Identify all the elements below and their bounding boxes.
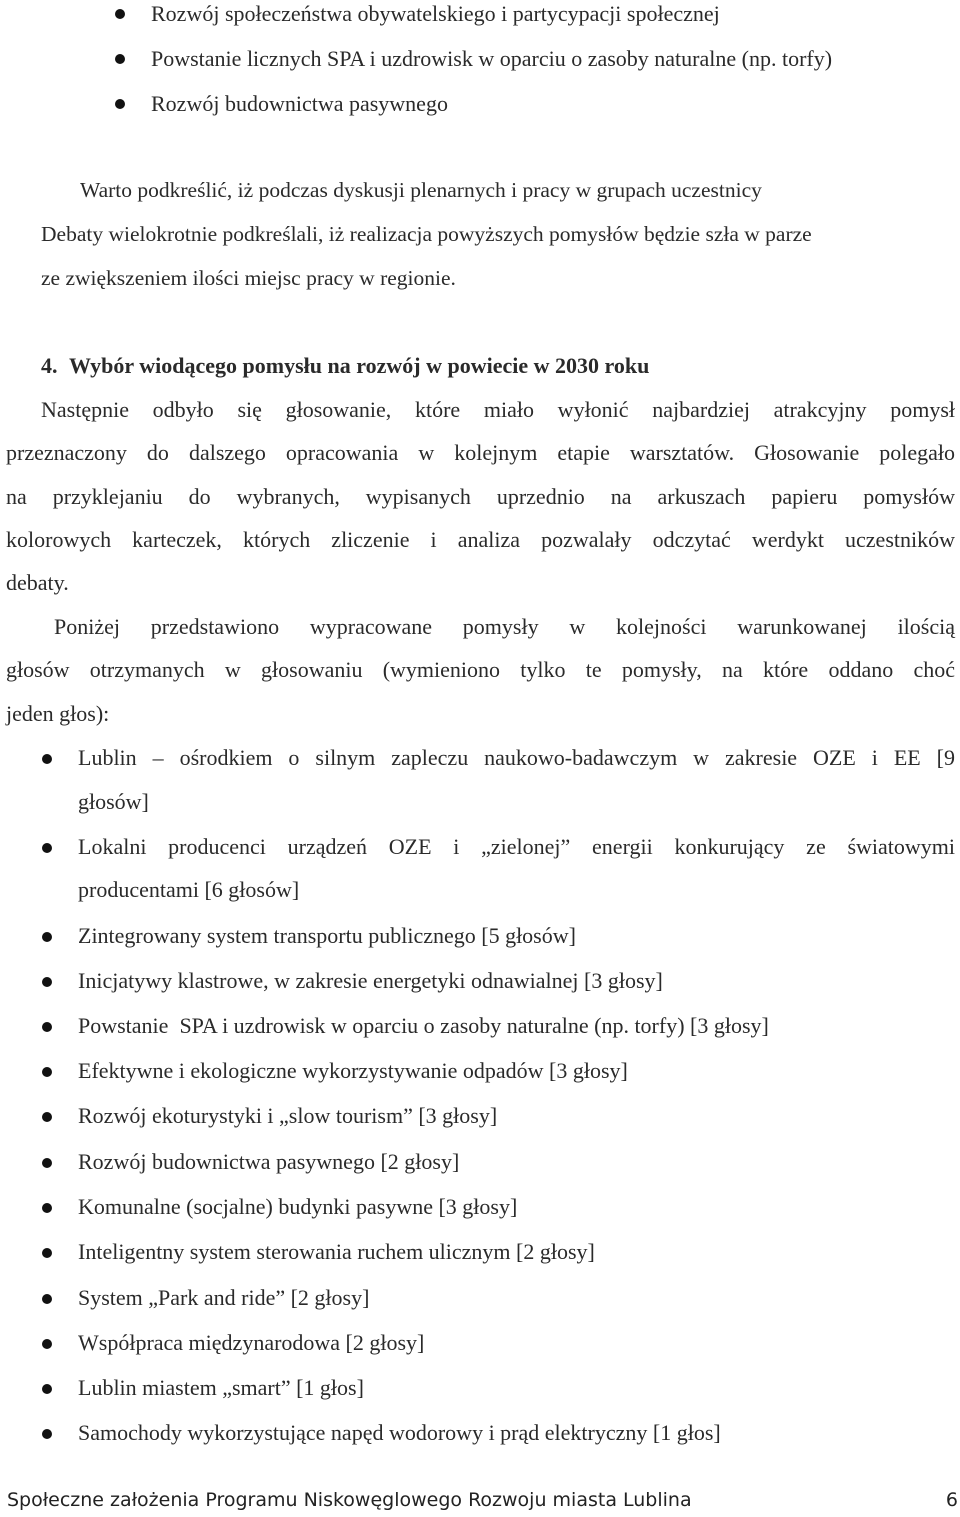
list-item: Rozwój budownictwa pasywnego: [151, 91, 448, 116]
bullet-icon: [42, 843, 52, 853]
bullet-icon: [42, 1203, 52, 1213]
bullet-icon: [115, 54, 125, 64]
list-item: Inteligentny system sterowania ruchem ulicznym [2 głosy]: [78, 1239, 595, 1264]
list-item: Komunalne (socjalne) budynki pasywne [3 głosy]: [78, 1194, 518, 1219]
bullet-icon: [42, 1067, 52, 1077]
paragraph-line: głosów otrzymanych w głosowaniu (wymieniono tylko te pomysły, na które oddano choć: [6, 657, 955, 682]
list-item: Rozwój społeczeństwa obywatelskiego i partycypacji społecznej: [151, 1, 720, 26]
section-number: 4.: [41, 353, 58, 378]
list-item: Lublin – ośrodkiem o silnym zapleczu naukowo-badawczym w zakresie OZE i EE [9: [78, 745, 955, 770]
paragraph-line: Następnie odbyło się głosowanie, które miało wyłonić najbardziej atrakcyjny pomysł: [41, 397, 955, 422]
bullet-icon: [42, 1384, 52, 1394]
bullet-icon: [42, 1112, 52, 1122]
list-item: Zintegrowany system transportu publicznego [5 głosów]: [78, 923, 576, 948]
list-item: Samochody wykorzystujące napęd wodorowy i prąd elektryczny [1 głos]: [78, 1420, 721, 1445]
list-item-continuation: producentami [6 głosów]: [78, 877, 300, 902]
bullet-icon: [42, 754, 52, 764]
list-item: Rozwój budownictwa pasywnego [2 głosy]: [78, 1149, 460, 1174]
paragraph-line: Debaty wielokrotnie podkreślali, iż realizacja powyższych pomysłów będzie szła w parze: [41, 222, 812, 246]
paragraph-line: przeznaczony do dalszego opracowania w kolejnym etapie warsztatów. Głosowanie polegało: [6, 440, 955, 465]
paragraph-line: Poniżej przedstawiono wypracowane pomysły w kolejności warunkowanej ilością: [54, 614, 955, 639]
list-item: Rozwój ekoturystyki i „slow tourism” [3 głosy]: [78, 1103, 498, 1128]
bullet-icon: [42, 1248, 52, 1258]
paragraph-line: na przyklejaniu do wybranych, wypisanych uprzednio na arkuszach papieru pomysłów: [6, 484, 955, 509]
paragraph-line: Warto podkreślić, iż podczas dyskusji plenarnych i pracy w grupach uczestnicy: [80, 178, 762, 202]
page-number: 6: [945, 1489, 958, 1511]
bullet-icon: [42, 1339, 52, 1349]
list-item: System „Park and ride” [2 głosy]: [78, 1285, 370, 1310]
footer-title: Społeczne założenia Programu Niskowęglowego Rozwoju miasta Lublina: [7, 1489, 692, 1511]
list-item: Powstanie licznych SPA i uzdrowisk w oparciu o zasoby naturalne (np. torfy): [151, 46, 833, 71]
list-item-continuation: głosów]: [78, 789, 149, 814]
bullet-icon: [42, 977, 52, 987]
bullet-icon: [42, 1294, 52, 1304]
bullet-icon: [42, 1022, 52, 1032]
bullet-icon: [42, 1158, 52, 1168]
paragraph-line: ze zwiększeniem ilości miejsc pracy w regionie.: [41, 266, 456, 290]
list-item: Inicjatywy klastrowe, w zakresie energetyki odnawialnej [3 głosy]: [78, 968, 663, 993]
paragraph-line: kolorowych karteczek, których zliczenie i analiza pozwalały odczytać werdykt uczestników: [6, 527, 955, 552]
bullet-icon: [115, 99, 125, 109]
section-heading: [41, 353, 649, 379]
paragraph-line: debaty.: [6, 570, 69, 595]
bullet-icon: [42, 1429, 52, 1439]
list-item: Współpraca międzynarodowa [2 głosy]: [78, 1330, 425, 1355]
section-title: Wybór wiodącego pomysłu na rozwój w powiecie w 2030 roku: [69, 353, 650, 378]
list-item: Efektywne i ekologiczne wykorzystywanie odpadów [3 głosy]: [78, 1058, 628, 1083]
bullet-icon: [42, 932, 52, 942]
list-item: Lokalni producenci urządzeń OZE i „zielonej” energii konkurujący ze światowymi: [78, 834, 955, 859]
paragraph-line: jeden głos):: [6, 701, 110, 726]
bullet-icon: [115, 9, 125, 19]
list-item: Powstanie SPA i uzdrowisk w oparciu o zasoby naturalne (np. torfy) [3 głosy]: [78, 1013, 769, 1038]
list-item: Lublin miastem „smart” [1 głos]: [78, 1375, 364, 1400]
